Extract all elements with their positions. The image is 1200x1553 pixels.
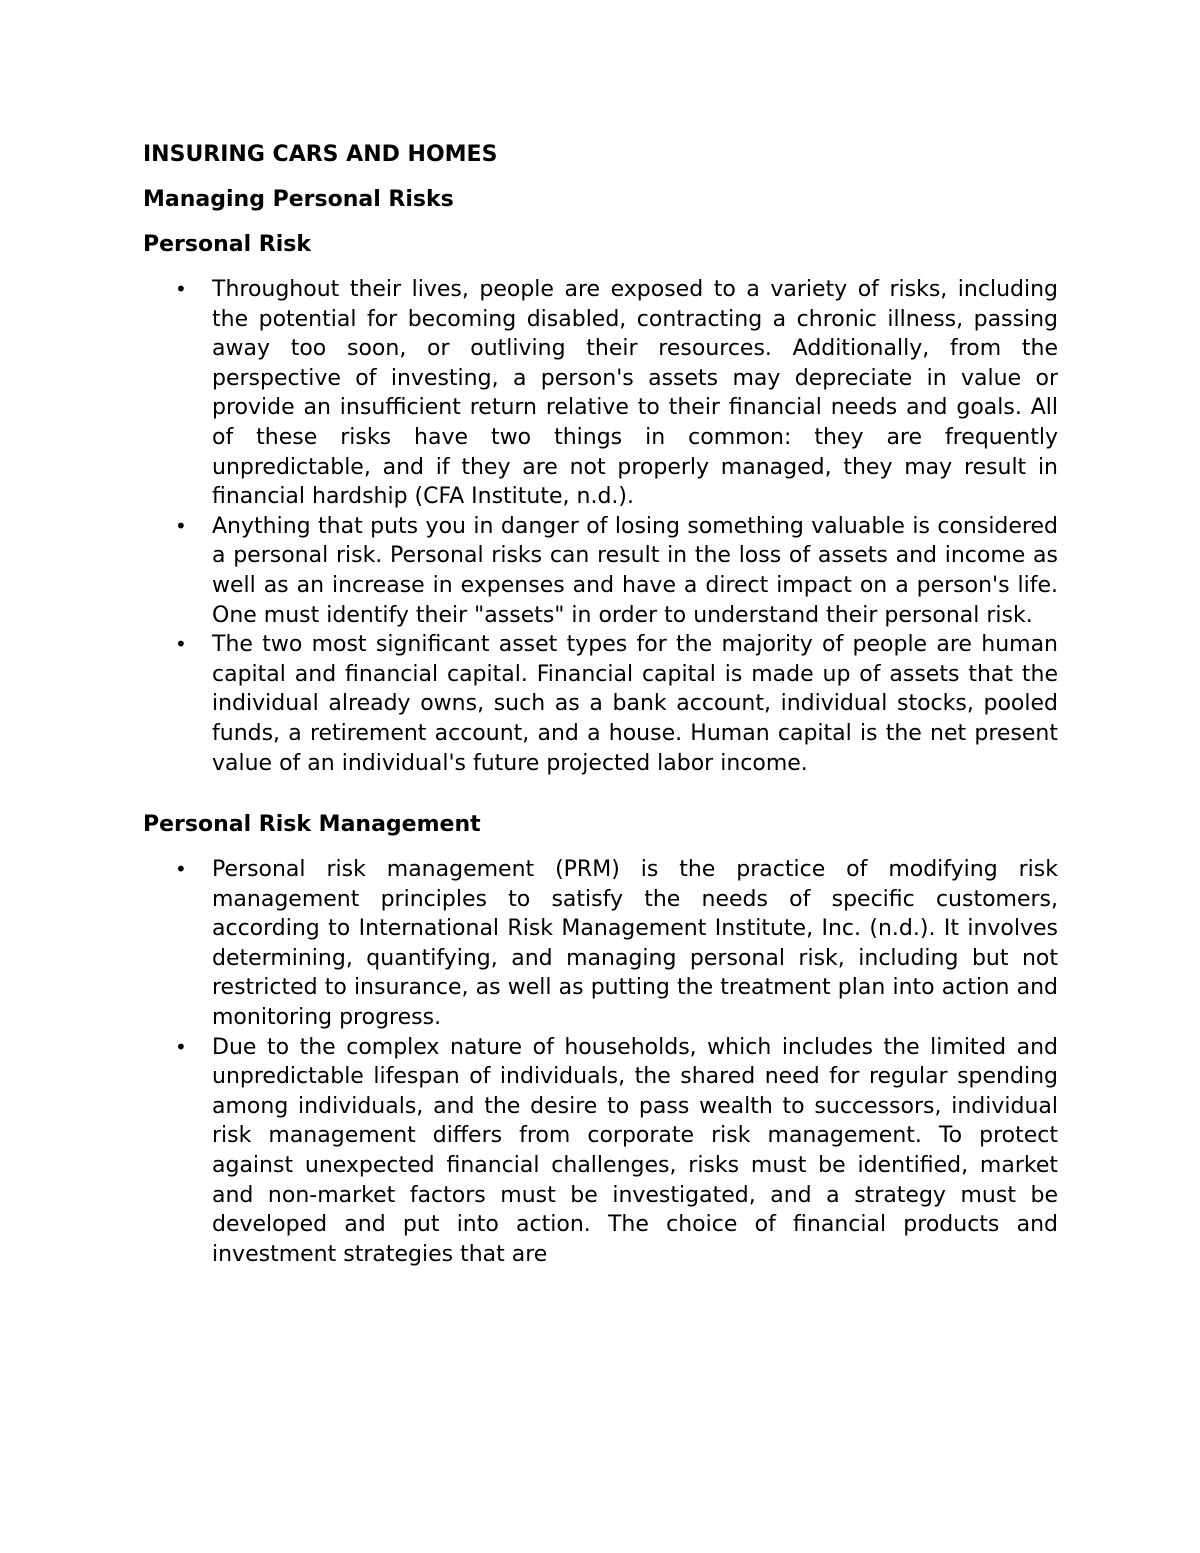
bullet-icon: •	[175, 632, 187, 657]
list-item	[143, 512, 1058, 630]
list-item-text: Anything that puts you in danger of losing something valuable is considered a personal risk. Personal risks can result in the loss of assets and income as well as an increase in expenses and have a direct impact on a person's life. One must identify their "assets" in order to understand their personal risk.	[212, 513, 1058, 628]
list-item-text: Due to the complex nature of households, which includes the limited and unpredictable lifespan of individuals, the shared need for regular spending among individuals, and the desire to pass wealth to successors, individual risk management differs from corporate risk management. To protect against unexpected financial challenges, risks must be identified, market and non-market factors must be investigated, and a strategy must be developed and put into action. The choice of financial products and investment strategies that are	[212, 1034, 1058, 1267]
bullet-icon: •	[175, 277, 187, 301]
bullet-icon: •	[175, 1034, 187, 1059]
section-heading-personal-risk: Personal Risk	[143, 232, 312, 257]
document-title: INSURING CARS AND HOMES	[143, 142, 498, 167]
list-item	[143, 855, 1058, 1033]
list-item	[143, 630, 1058, 778]
section-heading-personal-risk-management: Personal Risk Management	[143, 812, 481, 838]
list-item	[143, 1033, 1058, 1270]
list-item	[143, 275, 1058, 512]
document-body	[143, 140, 1058, 1269]
bullet-icon: •	[175, 513, 187, 538]
list-item-text: Personal risk management (PRM) is the practice of modifying risk management principles to satisfy the needs of specific customers, according to International Risk Management Institute, Inc. (n.d.). It involves determining, quantifying, and managing personal risk, including but not restricted to insurance, as well as putting the treatment plan into action and monitoring progress.	[212, 857, 1058, 1031]
list-item-text: The two most significant asset types for the majority of people are human capital and financial capital. Financial capital is made up of assets that the individual already owns, such as a bank account, individual stocks, pooled funds, a retirement account, and a house. Human capital is the net present value of an individual's future projected labor income.	[212, 632, 1058, 776]
bullet-list-personal-risk-management	[143, 855, 1058, 1269]
list-item-text: Throughout their lives, people are exposed to a variety of risks, including the potential for becoming disabled, contracting a chronic illness, passing away too soon, or outliving their resources. Additionally, from the perspective of investing, a person's assets may depreciate in value or provide an insufficient return relative to their financial needs and goals. All of these risks have two things in common: they are frequently unpredictable, and if they are not properly managed, they may result in financial hardship (CFA Institute, n.d.).	[212, 277, 1058, 510]
document-subtitle: Managing Personal Risks	[143, 187, 454, 212]
bullet-list-personal-risk	[143, 275, 1058, 778]
bullet-icon: •	[175, 857, 187, 882]
